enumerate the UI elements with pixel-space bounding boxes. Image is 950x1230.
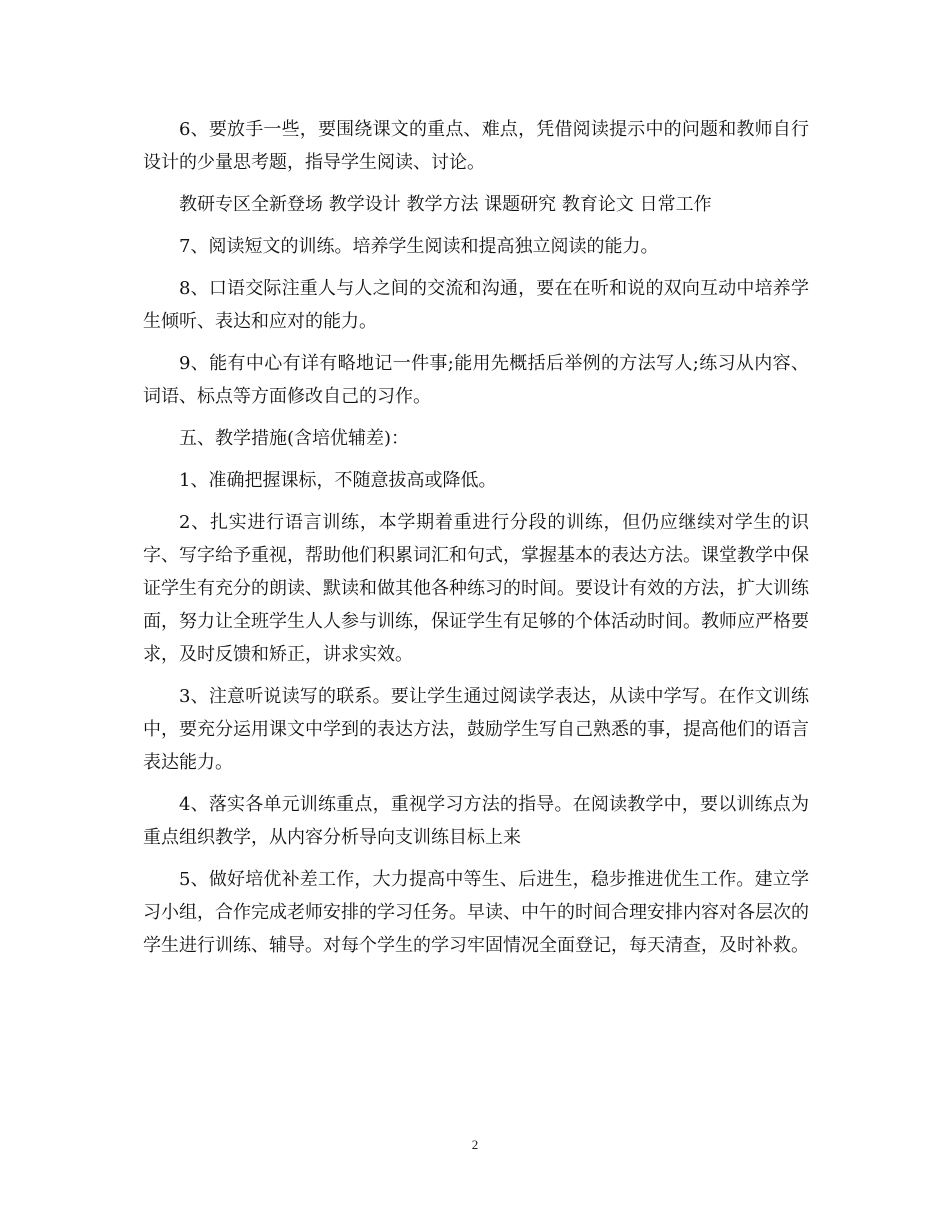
paragraph: 5、做好培优补差工作，大力提高中等生、后进生，稳步推进优生工作。建立学习小组，合作完成老师安排的学习任务。早读、中午的时间合理安排内容对各层次的学生进行训练、辅导。对每个学生的学习牢固情况全面登记，每天清查，及时补救。 — [143, 869, 809, 956]
paragraph: 教研专区全新登场 教学设计 教学方法 课题研究 教育论文 日常工作 — [179, 194, 712, 215]
section-heading: 五、教学措施(含培优辅差)： — [179, 428, 410, 449]
paragraph: 1、准确把握课标，不随意拔高或降低。 — [179, 470, 497, 491]
paragraph: 6、要放手一些，要围绕课文的重点、难点，凭借阅读提示中的问题和教师自行设计的少量思考题，指导学生阅读、讨论。 — [143, 119, 809, 173]
page-number: 2 — [471, 1137, 479, 1152]
paragraph: 4、落实各单元训练重点，重视学习方法的指导。在阅读教学中，要以训练点为重点组织教学，从内容分析导向支训练目标上来 — [143, 794, 809, 848]
paragraph: 7、阅读短文的训练。培养学生阅读和提高独立阅读的能力。 — [179, 236, 659, 257]
paragraph: 2、扎实进行语言训练，本学期着重进行分段的训练，但仍应继续对学生的识字、写字给予重视，帮助他们积累词汇和句式，掌握基本的表达方法。课堂教学中保证学生有充分的朗读、默读和做其他各种练习的时间。要设计有效的方法，扩大训练面，努力让全班学生人人参与训练，保证学生有足够的个体活动时间。教师应严格要求，及时反馈和矫正，讲求实效。 — [143, 512, 809, 665]
paragraph: 9、能有中心有详有略地记一件事;能用先概括后举例的方法写人;练习从内容、词语、标点等方面修改自己的习作。 — [143, 353, 809, 407]
paragraph: 3、注意听说读写的联系。要让学生通过阅读学表达，从读中学写。在作文训练中，要充分运用课文中学到的表达方法，鼓励学生写自己熟悉的事，提高他们的语言表达能力。 — [143, 686, 809, 773]
document-body — [143, 113, 809, 971]
paragraph: 8、口语交际注重人与人之间的交流和沟通，要在在听和说的双向互动中培养学生倾听、表达和应对的能力。 — [143, 278, 809, 332]
